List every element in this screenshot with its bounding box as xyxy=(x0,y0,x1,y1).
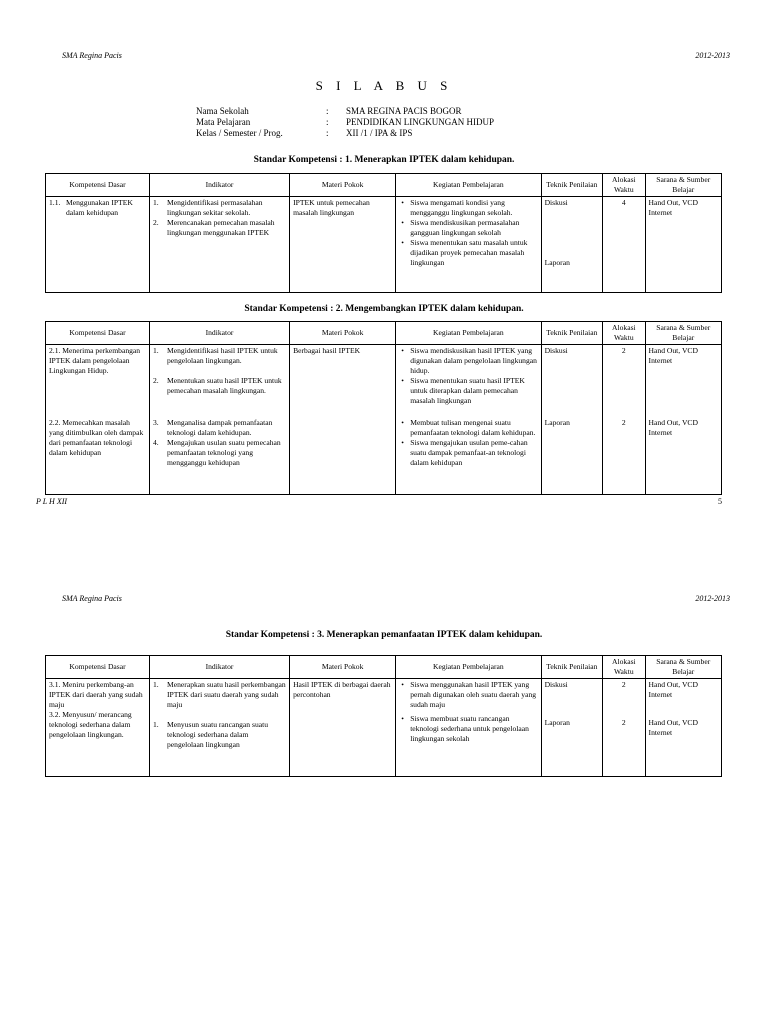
cell-kd: 2.1. Menerima perkembangan IPTEK dalam pengelolaan Lingkungan Hidup. xyxy=(46,345,150,417)
table-header-row xyxy=(46,656,722,679)
page-header-school: SMA Regina Pacis xyxy=(62,51,122,60)
list-item: • Membuat tulisan mengenai suatu pemanfaatan teknologi dalam kehidupan. xyxy=(410,418,537,438)
list-item: • Siswa menggunakan hasil IPTEK yang pernah digunakan oleh suatu daerah yang sudah maju xyxy=(410,680,537,710)
cell-sarana: Hand Out, VCD Internet Hand Out, VCD Internet xyxy=(645,679,721,777)
col-header-kp: Kegiatan Pembelajaran xyxy=(396,656,541,679)
document-info xyxy=(196,106,494,139)
list-item: • Siswa mengamati kondisi yang mengganggu lingkungan sekolah. xyxy=(410,198,537,218)
col-header-mp: Materi Pokok xyxy=(290,174,396,197)
col-header-ind: Indikator xyxy=(150,174,290,197)
cell-kegiatan xyxy=(396,679,541,777)
cell-teknik: Laporan xyxy=(541,417,603,495)
cell-kd: 1.1. Menggunakan IPTEK dalam kehidupan xyxy=(46,197,150,293)
cell-materi: Berbagai hasil IPTEK xyxy=(290,345,396,417)
cell-sarana: Hand Out, VCD Internet xyxy=(645,417,721,495)
syllabus-table-2 xyxy=(45,321,722,495)
col-header-ss: Sarana & Sumber Belajar xyxy=(645,322,721,345)
page-number: 5 xyxy=(718,497,722,506)
col-header-ss: Sarana & Sumber Belajar xyxy=(645,174,721,197)
col-header-aw: Alokasi Waktu xyxy=(603,656,645,679)
cell-alokasi: 2 2 xyxy=(603,679,645,777)
table-header-row xyxy=(46,322,722,345)
cell-kd: 2.2. Memecahkan masalah yang ditimbulkan oleh dampak dari pemanfaatan teknologi dalam kehidupan xyxy=(46,417,150,495)
col-header-kp: Kegiatan Pembelajaran xyxy=(396,174,541,197)
cell-sarana: Hand Out, VCD Internet xyxy=(645,345,721,417)
list-item: • Siswa mendiskusikan hasil IPTEK yang digunakan dalam pengelolaan lingkungan hidup. xyxy=(410,346,537,376)
info-key: Mata Pelajaran xyxy=(196,117,251,127)
page-header-year: 2012-2013 xyxy=(695,594,730,603)
col-header-tp: Teknik Penilaian xyxy=(541,174,603,197)
page-header-year: 2012-2013 xyxy=(695,51,730,60)
col-header-mp: Materi Pokok xyxy=(290,322,396,345)
cell-alokasi: 2 xyxy=(603,345,645,417)
syllabus-table-1 xyxy=(45,173,722,293)
list-item: 2. Merencanakan pemecahan masalah lingkungan menggunakan IPTEK xyxy=(153,218,275,237)
info-value: XII /1 / IPA & IPS xyxy=(346,128,413,138)
cell-materi xyxy=(290,417,396,495)
info-value: PENDIDIKAN LINGKUNGAN HIDUP xyxy=(346,117,494,127)
standard-competency-2: Standar Kompetensi : 2. Mengembangkan IPTEK dalam kehidupan. xyxy=(244,304,524,314)
table-row xyxy=(46,345,722,417)
list-item: 3.2. Menyusun/ merancang teknologi sederhana dalam pengelolaan lingkungan. xyxy=(49,710,132,739)
cell-kd xyxy=(46,679,150,777)
list-item: • Siswa menentukan satu masalah untuk dijadikan proyek pemecahan masalah lingkungan xyxy=(410,238,537,268)
table-row xyxy=(46,679,722,777)
col-header-tp: Teknik Penilaian xyxy=(541,656,603,679)
page-header-school: SMA Regina Pacis xyxy=(62,594,122,603)
list-item: • Siswa mengajukan usulan peme-cahan suatu dampak pemanfaat-an teknologi dalam kehidupan xyxy=(410,438,537,468)
list-item: 1. Menerapkan suatu hasil perkembangan IPTEK dari suatu daerah yang sudah maju xyxy=(153,680,286,709)
cell-materi: IPTEK untuk pemecahan masalah lingkungan xyxy=(290,197,396,293)
cell-kegiatan xyxy=(396,417,541,495)
cell-indikator xyxy=(150,197,290,293)
col-header-mp: Materi Pokok xyxy=(290,656,396,679)
cell-alokasi: 4 xyxy=(603,197,645,293)
col-header-aw: Alokasi Waktu xyxy=(603,174,645,197)
cell-indikator xyxy=(150,345,290,417)
list-item: 1. Menyusun suatu rancangan suatu teknologi sederhana dalam pengelolaan lingkungan xyxy=(153,720,269,749)
info-row-school: Nama Sekolah : SMA REGINA PACIS BOGOR xyxy=(196,106,462,116)
cell-teknik: Diskusi xyxy=(541,345,603,417)
list-item: 4. Mengajukan usulan suatu pemecahan pemanfaatan teknologi yang mengganggu kehidupan xyxy=(153,437,281,467)
list-item: 2. Menentukan suatu hasil IPTEK untuk pemecahan masalah lingkungan. xyxy=(153,376,282,395)
list-item: • Siswa membuat suatu rancangan teknologi sederhana untuk pengelolaan lingkungan sekolah xyxy=(410,714,537,744)
list-item: 1. Mengidentifikasi permasalahan lingkungan sekitar sekolah. xyxy=(153,198,263,217)
syllabus-table-3 xyxy=(45,655,722,777)
col-header-tp: Teknik Penilaian xyxy=(541,322,603,345)
standard-competency-3: Standar Kompetensi : 3. Menerapkan pemanfaatan IPTEK dalam kehidupan. xyxy=(225,630,543,640)
info-key: Nama Sekolah xyxy=(196,106,249,116)
col-header-kd: Kompetensi Dasar xyxy=(46,322,150,345)
cell-kegiatan xyxy=(396,345,541,417)
table-row xyxy=(46,197,722,293)
list-item: • Siswa mendiskusikan permasalahan gangguan lingkungan sekolah xyxy=(410,218,537,238)
cell-kegiatan xyxy=(396,197,541,293)
col-header-kd: Kompetensi Dasar xyxy=(46,656,150,679)
cell-indikator xyxy=(150,417,290,495)
info-key: Kelas / Semester / Prog. xyxy=(196,128,283,138)
col-header-kp: Kegiatan Pembelajaran xyxy=(396,322,541,345)
cell-teknik: Diskusi Laporan xyxy=(541,679,603,777)
cell-materi: Hasil IPTEK di berbagai daerah percontohan xyxy=(290,679,396,777)
page-footer-label: P L H XII xyxy=(36,497,68,506)
col-header-kd: Kompetensi Dasar xyxy=(46,174,150,197)
list-item: 3. Menganalisa dampak pemanfaatan teknologi dalam kehidupan. xyxy=(153,417,273,437)
info-row-class: Kelas / Semester / Prog. : XII /1 / IPA & IPS xyxy=(196,128,413,138)
cell-teknik: Diskusi Laporan xyxy=(541,197,603,293)
list-item: 1. Mengidentifikasi hasil IPTEK untuk pengelolaan lingkungan. xyxy=(153,346,278,365)
standard-competency-1: Standar Kompetensi : 1. Menerapkan IPTEK dalam kehidupan. xyxy=(253,155,515,165)
cell-sarana: Hand Out, VCD Internet xyxy=(645,197,721,293)
list-item: • Siswa menentukan suatu hasil IPTEK untuk diterapkan dalam pemecahan masalah lingkungan xyxy=(410,376,537,406)
info-value: SMA REGINA PACIS BOGOR xyxy=(346,106,462,116)
col-header-aw: Alokasi Waktu xyxy=(603,322,645,345)
table-row xyxy=(46,417,722,495)
list-item: 3.1. Meniru perkembang-an IPTEK dari daerah yang sudah maju xyxy=(49,680,143,709)
col-header-ind: Indikator xyxy=(150,322,290,345)
col-header-ss: Sarana & Sumber Belajar xyxy=(645,656,721,679)
info-row-subject: Mata Pelajaran : PENDIDIKAN LINGKUNGAN HIDUP xyxy=(196,117,494,127)
cell-alokasi: 2 xyxy=(603,417,645,495)
table-header-row xyxy=(46,174,722,197)
cell-indikator xyxy=(150,679,290,777)
col-header-ind: Indikator xyxy=(150,656,290,679)
document-title: S I L A B U S xyxy=(315,78,453,93)
